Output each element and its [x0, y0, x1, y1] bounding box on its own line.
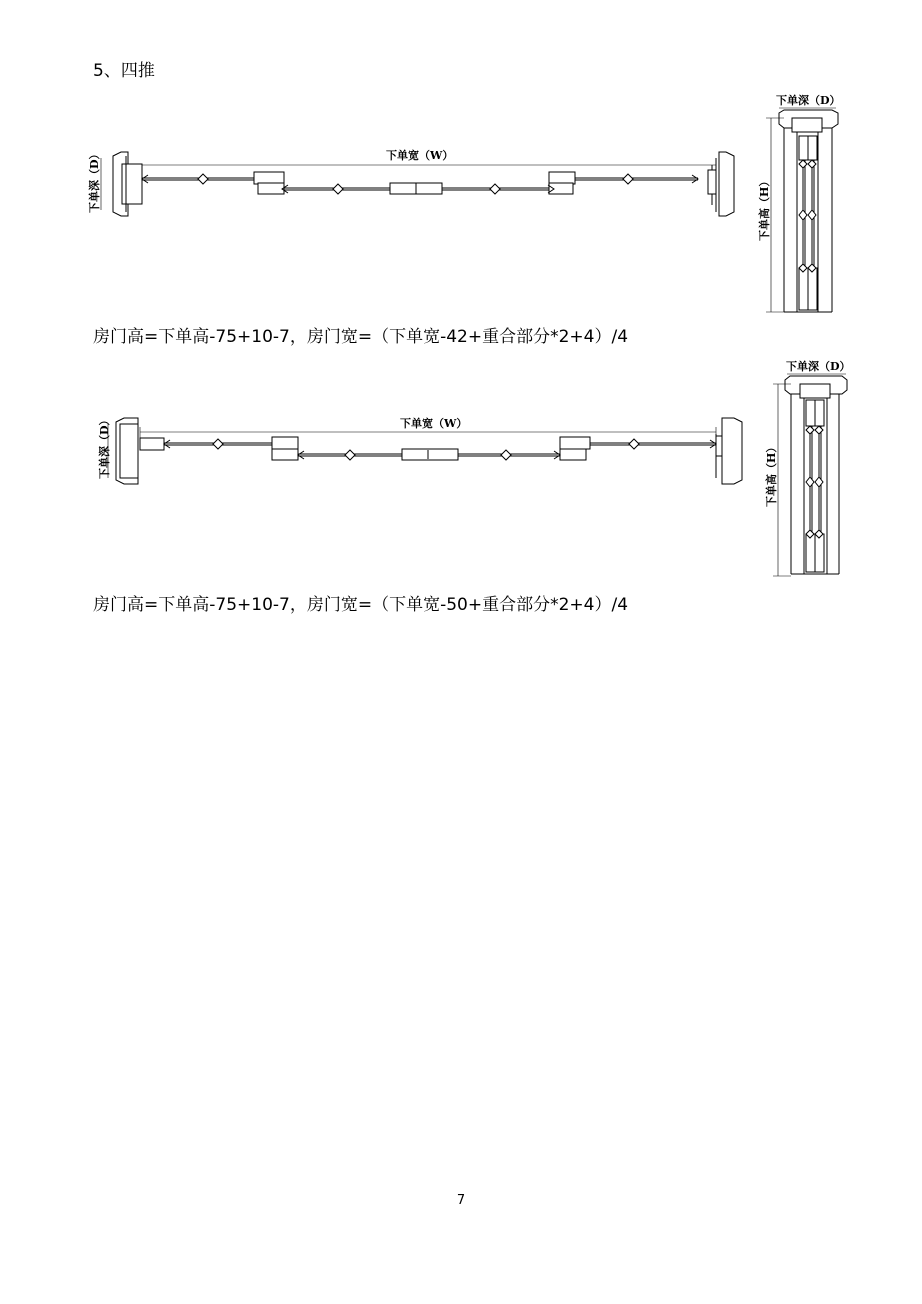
plan-view-2 [97, 414, 742, 484]
page-number: 7 [456, 1193, 466, 1208]
plan-width-label-2: 下单宽（W） [400, 417, 468, 430]
elevation-view-1 [757, 93, 841, 312]
elevation-view-2 [764, 359, 851, 576]
plan-width-label-1: 下单宽（W） [386, 149, 454, 162]
elevation-height-label-1: 下单高（H） [758, 175, 771, 241]
plan-depth-label-2: 下单深（D） [98, 414, 111, 479]
plan-depth-label-1: 下单深（D） [88, 148, 101, 213]
elevation-depth-label-1: 下单深（D） [776, 94, 841, 107]
plan-view-1 [87, 148, 734, 216]
elevation-depth-label-2: 下单深（D） [786, 360, 851, 373]
section-heading: 5、四推 [93, 61, 155, 81]
formula-text-2: 房门高=下单高-75+10-7，房门宽=（下单宽-50+重合部分*2+4）/4 [93, 595, 629, 615]
elevation-height-label-2: 下单高（H） [765, 441, 778, 507]
formula-text-1: 房门高=下单高-75+10-7，房门宽=（下单宽-42+重合部分*2+4）/4 [93, 327, 629, 347]
